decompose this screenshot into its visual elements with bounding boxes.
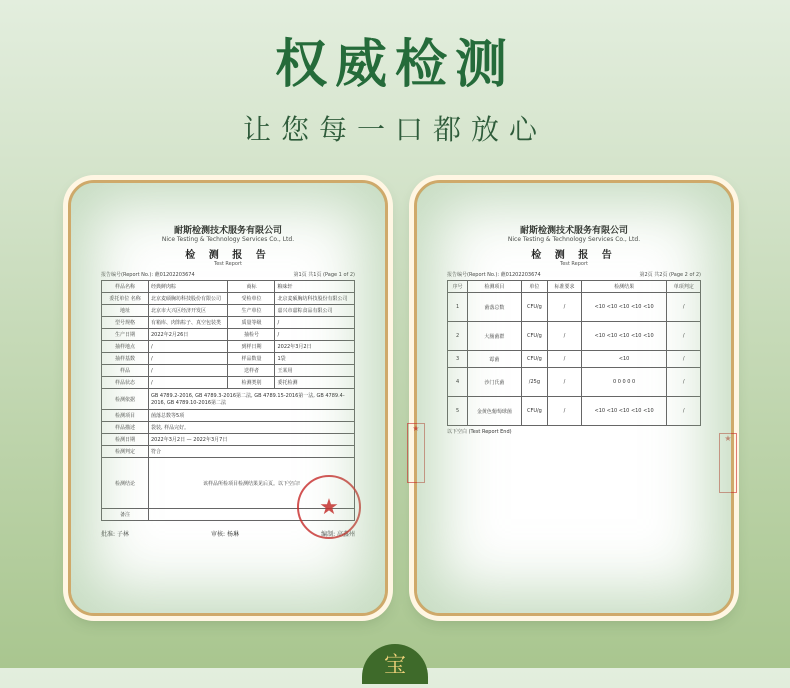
standard-cell: GB 4789.2-2016, GB 4789.3-2016第二法, GB 4789.15-2016第一法, GB 4789.4-2016, GB 4789.10-2016第二法 xyxy=(149,389,355,410)
table-cell: 金黄色葡萄球菌 xyxy=(468,397,522,426)
table-row: 检测结论 该样品所检项目检测结果见后页。以下空白! xyxy=(102,458,355,509)
page-info: 第2页 共2页 (Page 2 of 2) xyxy=(639,272,701,278)
table-row: 检测日期 2022年3月2日 — 2022年3月7日 xyxy=(102,434,355,446)
table-row xyxy=(448,293,701,322)
company-name: 耐斯检测技术服务有限公司 xyxy=(519,226,628,236)
bottom-badge: 宝 xyxy=(362,644,428,684)
table-cell: / xyxy=(149,353,228,365)
tested-signature: 编制: 高鑫州 xyxy=(321,531,355,538)
table-cell: /25g xyxy=(521,368,548,397)
table-cell: 北京麦硕胸坊科技股份有限公司 xyxy=(149,293,228,305)
table-row xyxy=(448,368,701,397)
table-cell: <10 <10 <10 <10 <10 xyxy=(581,293,667,322)
table-cell: / xyxy=(149,341,228,353)
table-cell: / xyxy=(548,293,581,322)
table-cell: 2022年2月26日 xyxy=(149,329,228,341)
table-cell: 委托单位 名称 xyxy=(102,293,149,305)
company-name-en: Nice Testing & Technology Services Co., Ltd. xyxy=(507,236,641,243)
column-header: 标准要求 xyxy=(548,281,581,293)
table-cell: 霉菌 xyxy=(468,351,522,368)
table-cell: 大肠菌群 xyxy=(468,322,522,351)
table-cell: 样品状态 xyxy=(102,377,149,389)
table-cell: 5 xyxy=(448,397,468,426)
table-row xyxy=(102,281,355,293)
table-cell: 抽样基数 xyxy=(102,353,149,365)
report-title-en: Test Report xyxy=(213,261,242,267)
table-cell: 菌落总数 xyxy=(468,293,522,322)
table-cell: CFU/g xyxy=(521,293,548,322)
verified-signature: 审核: 杨琳 xyxy=(211,531,239,538)
table-cell: / xyxy=(548,322,581,351)
sample-state-cell: 袋装, 样品完好。 xyxy=(149,422,355,434)
report-document xyxy=(447,213,701,585)
table-cell: 生产日期 xyxy=(102,329,149,341)
table-cell: 3 xyxy=(448,351,468,368)
table-cell: / xyxy=(275,317,355,329)
table-cell: 抽检号 xyxy=(228,329,275,341)
table-cell: / xyxy=(149,365,228,377)
conclusion-cell: 该样品所检项目检测结果见后页。以下空白! xyxy=(149,458,355,509)
table-cell: / xyxy=(275,329,355,341)
table-cell: 委托检测 xyxy=(275,377,355,389)
report-title: 检 测 报 告 xyxy=(531,250,617,261)
table-row xyxy=(102,365,355,377)
table-row xyxy=(448,322,701,351)
table-cell: 4 xyxy=(448,368,468,397)
report-number: 报告编号(Report No.): 蘸01202203674 xyxy=(447,272,541,278)
table-row xyxy=(102,377,355,389)
table-cell: 送样者 xyxy=(228,365,275,377)
table-cell: 地址 xyxy=(102,305,149,317)
table-row: 备注 xyxy=(102,509,355,521)
table-cell: 2022年3月2日 xyxy=(275,341,355,353)
table-row xyxy=(102,329,355,341)
table-cell: 抽样地点 xyxy=(102,341,149,353)
table-row xyxy=(102,317,355,329)
table-cell: 商标 xyxy=(228,281,275,293)
table-cell: 样品 xyxy=(102,365,149,377)
table-row xyxy=(102,353,355,365)
table-cell: 沙门氏菌 xyxy=(468,368,522,397)
table-cell: 型号规格 xyxy=(102,317,149,329)
side-seal-icon: ★ xyxy=(719,433,737,493)
table-cell: 0 0 0 0 0 xyxy=(581,368,667,397)
report-card-page2 xyxy=(414,180,734,616)
table-row xyxy=(448,351,701,368)
company-name-en: Nice Testing & Technology Services Co., Ltd. xyxy=(161,236,295,243)
table-cell: <10 <10 <10 <10 <10 xyxy=(581,322,667,351)
items-label: 检测项目 xyxy=(102,410,149,422)
items-cell: 菌落总数等5项 xyxy=(149,410,355,422)
table-cell: 有箱库、肉馅粽子、真空包装类 xyxy=(149,317,228,329)
column-header: 序号 xyxy=(448,281,468,293)
table-cell: / xyxy=(548,368,581,397)
table-cell: CFU/g xyxy=(521,322,548,351)
column-header: 单位 xyxy=(521,281,548,293)
table-cell: / xyxy=(548,351,581,368)
table-cell: CFU/g xyxy=(521,351,548,368)
report-document xyxy=(101,213,355,585)
table-cell: / xyxy=(667,351,701,368)
table-row xyxy=(102,305,355,317)
table-cell: 质量等级 xyxy=(228,317,275,329)
judgement-cell: 符合 xyxy=(149,446,355,458)
results-table xyxy=(447,280,701,426)
table-cell: CFU/g xyxy=(521,397,548,426)
table-cell: 粮味轩 xyxy=(275,281,355,293)
table-row xyxy=(448,397,701,426)
table-cell: / xyxy=(548,397,581,426)
table-row: 检测依据 GB 4789.2-2016, GB 4789.3-2016第二法, GB 4789.15-2016第一法, GB 4789.4-2016, GB 4789.10-2016第二法 xyxy=(102,389,355,410)
approved-signature: 批准: 子林 xyxy=(101,531,129,538)
table-header-row xyxy=(448,281,701,293)
table-cell: 2 xyxy=(448,322,468,351)
table-row: 检测判定 符合 xyxy=(102,446,355,458)
table-cell: 生产单位 xyxy=(228,305,275,317)
table-cell: 1 xyxy=(448,293,468,322)
table-cell: 1袋 xyxy=(275,353,355,365)
table-cell: 受检单位 xyxy=(228,293,275,305)
page-title: 权威检测 xyxy=(274,34,515,95)
table-cell: / xyxy=(149,377,228,389)
side-seal-icon: ★ xyxy=(407,423,425,483)
table-cell: / xyxy=(667,322,701,351)
table-row xyxy=(102,410,355,422)
column-header: 检测结果 xyxy=(581,281,667,293)
table-cell: / xyxy=(667,368,701,397)
table-cell: 到样日期 xyxy=(228,341,275,353)
page-info: 第1页 共1页 (Page 1 of 2) xyxy=(293,272,355,278)
report-number: 报告编号(Report No.): 蘸01202203674 xyxy=(101,272,195,278)
report-end-text: 以下空白 (Test Report End) xyxy=(447,429,512,435)
table-cell: 经典鲜肉粽 xyxy=(149,281,228,293)
table-cell: <10 xyxy=(581,351,667,368)
report-card-page1 xyxy=(68,180,388,616)
company-name: 耐斯检测技术服务有限公司 xyxy=(173,226,282,236)
table-cell: 嘉兴市嘉粽食品有限公司 xyxy=(275,305,355,317)
column-header: 检测项目 xyxy=(468,281,522,293)
table-cell: 北京市大兴区经济开发区 xyxy=(149,305,228,317)
table-cell: / xyxy=(667,293,701,322)
official-seal-icon: ★ xyxy=(297,475,361,539)
column-header: 单项判定 xyxy=(667,281,701,293)
table-row: 样品描述 袋装, 样品完好。 xyxy=(102,422,355,434)
table-cell: 检测类别 xyxy=(228,377,275,389)
table-cell: / xyxy=(667,397,701,426)
table-row xyxy=(102,293,355,305)
report-title-en: Test Report xyxy=(559,261,588,267)
table-cell: 王某用 xyxy=(275,365,355,377)
table-cell: 样品名称 xyxy=(102,281,149,293)
table-cell: 北京麦硕胸坊科技股份有限公司 xyxy=(275,293,355,305)
report-title: 检 测 报 告 xyxy=(185,250,271,261)
table-cell: 样品数量 xyxy=(228,353,275,365)
table-cell: <10 <10 <10 <10 <10 xyxy=(581,397,667,426)
page-subtitle: 让您每一口都放心 xyxy=(242,113,547,146)
table-row xyxy=(102,341,355,353)
test-date-cell: 2022年3月2日 — 2022年3月7日 xyxy=(149,434,355,446)
